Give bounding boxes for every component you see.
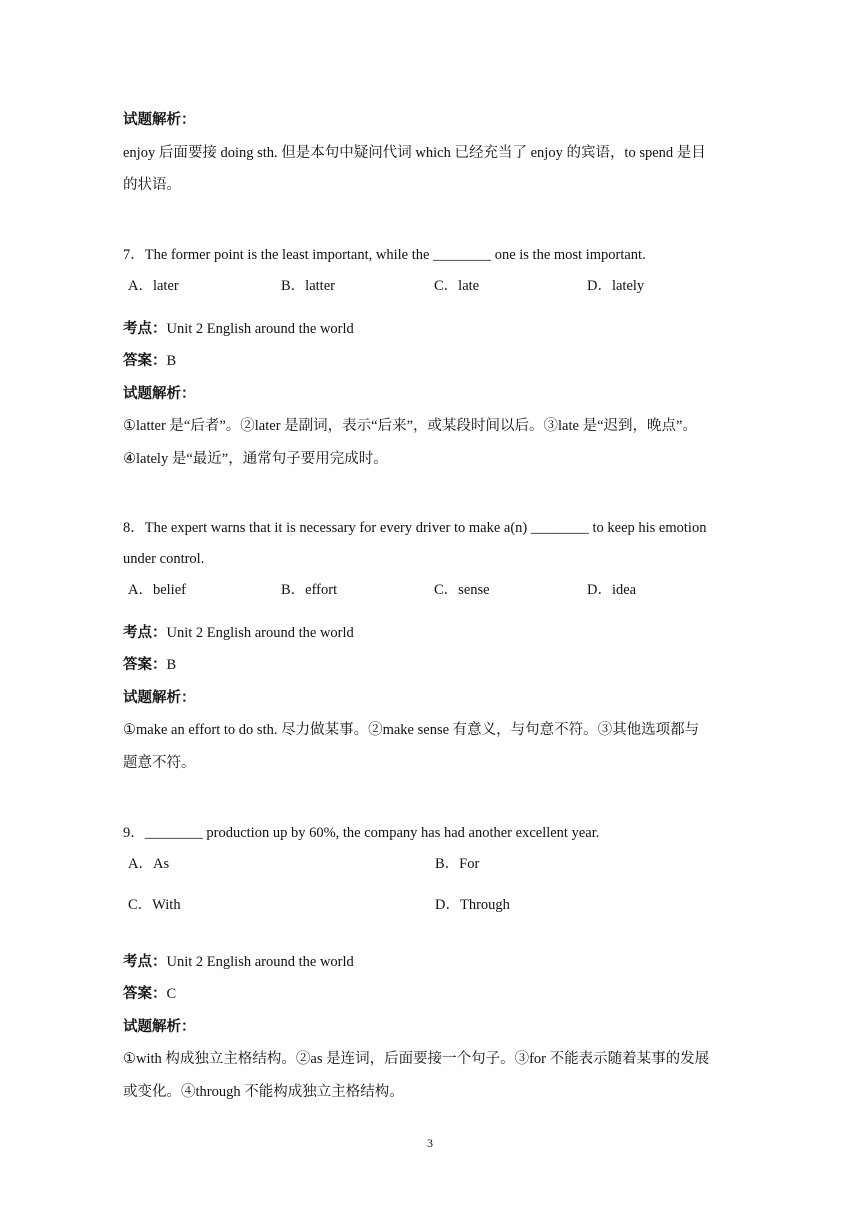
q9-answer-label: 答案：	[123, 986, 167, 1002]
q8-option-a: A．belief	[128, 582, 186, 598]
q7-answer-label: 答案：	[123, 353, 167, 369]
q6-analysis-line-1: enjoy 后面要接 doing sth. 但是本句中疑问代词 which 已经充当了 enjoy 的宾语，to spend 是目	[123, 145, 706, 161]
q8-analysis-label: 试题解析：	[123, 690, 196, 706]
q8-analysis-line-2: 题意不符。	[123, 755, 196, 771]
q8-option-c: C．sense	[434, 582, 490, 598]
q8-answer-label: 答案：	[123, 657, 167, 673]
q7-point	[123, 319, 354, 339]
q9-option-a: A．As	[128, 856, 170, 872]
q8-option-b: B．effort	[281, 582, 338, 598]
q8-stem-line-1: 8．The expert warns that it is necessary for every driver to make a(n) ________ to keep his emotion	[123, 520, 707, 536]
q9-point	[123, 952, 354, 972]
q9-option-d: D．Through	[435, 897, 510, 913]
q6-analysis-line-2: 的状语。	[123, 177, 181, 193]
q7-analysis-label: 试题解析：	[123, 386, 196, 402]
q7-point-text: Unit 2 English around the world	[166, 321, 354, 337]
q9-answer	[123, 984, 176, 1004]
q7-option-c: C．late	[434, 278, 480, 294]
q8-point	[123, 623, 354, 643]
q7-analysis-line-2: ④lately 是“最近”，通常句子要用完成时。	[123, 451, 388, 467]
q9-point-text: Unit 2 English around the world	[166, 954, 354, 970]
q7-answer-text: B	[166, 353, 177, 369]
q9-analysis-line-2: 或变化。④through 不能构成独立主格结构。	[123, 1084, 404, 1100]
q9-option-c: C．With	[128, 897, 181, 913]
q7-option-a: A．later	[128, 278, 179, 294]
q8-stem-line-2: under control.	[123, 551, 205, 567]
q7-option-b: B．latter	[281, 278, 335, 294]
q9-analysis-label: 试题解析：	[123, 1019, 196, 1035]
q8-point-text: Unit 2 English around the world	[166, 625, 354, 641]
page-number: 3	[427, 1136, 433, 1150]
q7-analysis-line-1: ①latter 是“后者”。②later 是副词，表示“后来”，或某段时间以后。③late 是“迟到，晚点”。	[123, 418, 697, 434]
q9-point-label: 考点：	[123, 954, 167, 970]
q9-answer-text: C	[166, 986, 177, 1002]
q7-option-d: D．lately	[587, 278, 645, 294]
q6-analysis-label: 试题解析：	[123, 112, 196, 128]
q8-answer-text: B	[166, 657, 177, 673]
q8-answer	[123, 655, 176, 675]
q8-option-d: D．idea	[587, 582, 637, 598]
q7-point-label: 考点：	[123, 321, 167, 337]
q9-stem: 9．________ production up by 60%, the company has had another excellent year.	[123, 825, 600, 841]
q7-answer	[123, 351, 176, 371]
q8-point-label: 考点：	[123, 625, 167, 641]
q9-analysis-line-1: ①with 构成独立主格结构。②as 是连词，后面要接一个句子。③for 不能表示随着某事的发展	[123, 1051, 710, 1067]
q9-option-b: B．For	[435, 856, 480, 872]
q8-analysis-line-1: ①make an effort to do sth. 尽力做某事。②make sense 有意义，与句意不符。③其他选项都与	[123, 722, 700, 738]
q7-stem: 7．The former point is the least important, while the ________ one is the most important.	[123, 247, 646, 263]
